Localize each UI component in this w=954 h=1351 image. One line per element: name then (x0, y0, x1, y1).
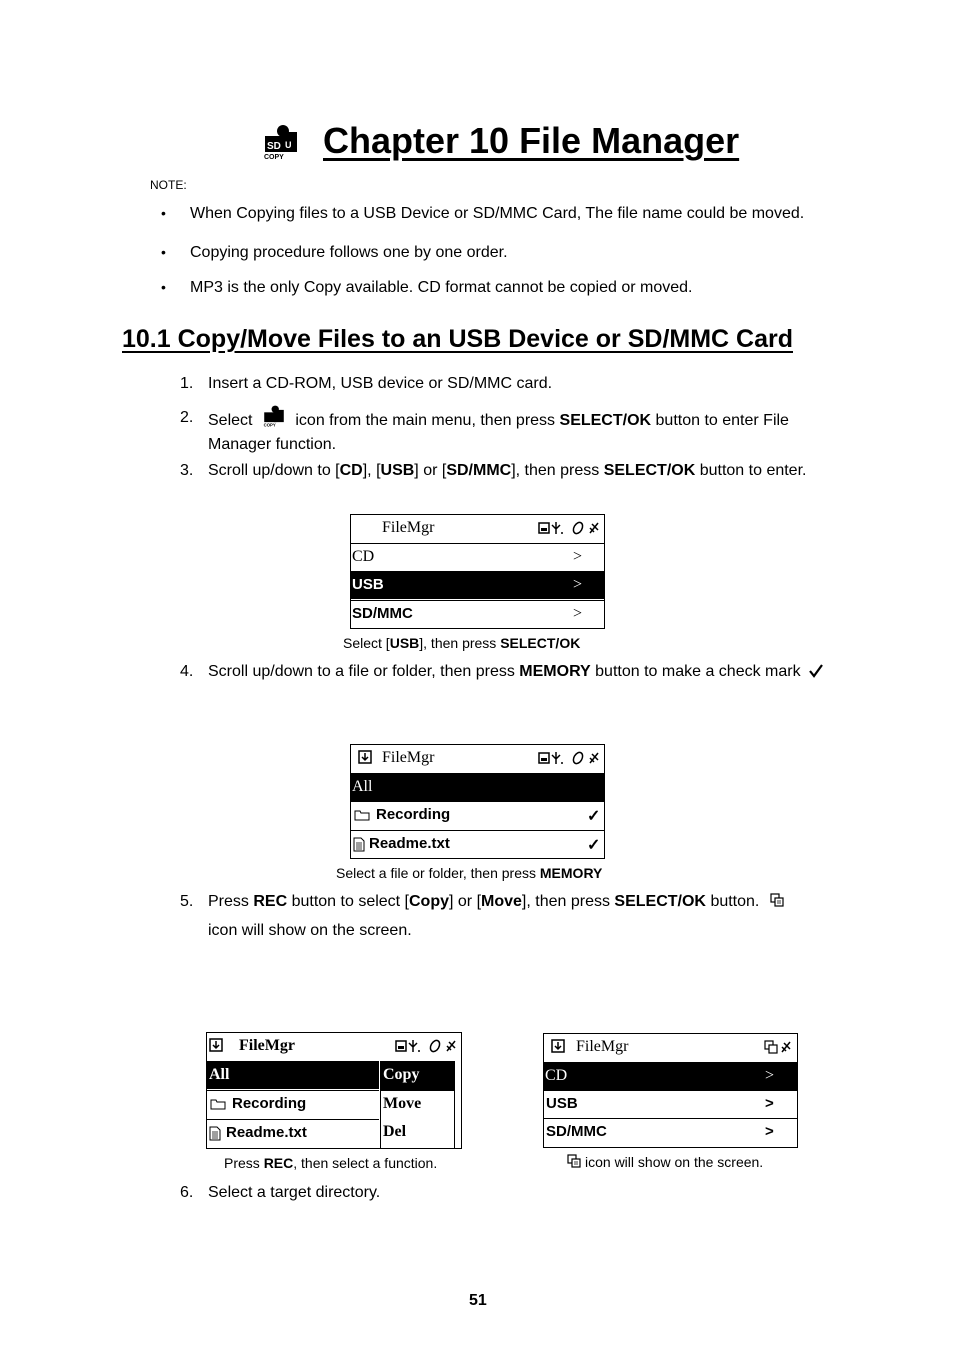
function-menu (380, 1061, 455, 1148)
check-mark-icon: ✓ (587, 808, 601, 825)
copy-label: Copy (409, 893, 449, 910)
check-mark-icon: ✓ (587, 837, 601, 854)
move-label: Move (481, 893, 522, 910)
device-status-icon (538, 520, 602, 536)
select-ok-label: SELECT/OK (614, 893, 706, 910)
screen-header (207, 1033, 461, 1061)
screen-row-sd-mmc[interactable] (351, 600, 604, 628)
screen-row-cd[interactable] (351, 543, 604, 571)
note-bullet-text: MP3 is the only Copy available. CD format cannot be copied or moved. (190, 279, 693, 296)
screen-4-caption (567, 1154, 763, 1170)
screen-title: FileMgr (382, 749, 435, 766)
row-label: SD/MMC (352, 605, 413, 622)
cd-label: CD (339, 462, 363, 479)
step-text-part: ], then press (521, 893, 610, 910)
screen-title: FileMgr (382, 519, 435, 536)
screen-row-all[interactable] (351, 773, 604, 801)
select-ok-label: SELECT/OK (559, 412, 652, 429)
step-text-part: icon will show on the screen. (208, 922, 412, 939)
screen-row-usb[interactable] (351, 571, 604, 599)
step-text-part: button. (710, 893, 760, 910)
step-number: 6. (180, 1184, 194, 1201)
svg-text:COPY: COPY (263, 422, 276, 427)
chevron-right-icon: > (765, 1123, 774, 1140)
page-number: 51 (469, 1292, 487, 1309)
step-number: 2. (180, 409, 194, 426)
file-icon (353, 837, 365, 852)
step-text-part: Scroll up/down to a file or folder, then press (208, 663, 515, 680)
check-mark-icon (809, 664, 823, 678)
screen-header (544, 1034, 797, 1062)
row-label: CD (545, 1067, 568, 1084)
screen-row-recording[interactable] (351, 801, 604, 829)
step-text-part: button to select [ (291, 893, 409, 910)
chevron-right-icon: > (573, 576, 583, 593)
chapter-title: Chapter 10 File Manager (323, 120, 740, 161)
step-text-part: Select (208, 412, 253, 429)
note-bullet: • Copying procedure follows one by one order. (161, 244, 508, 261)
step-text-part: button to enter File Manager function. (208, 412, 789, 453)
select-ok-label: SELECT/OK (603, 462, 696, 479)
device-status-icon (538, 750, 602, 766)
screen-row-cd[interactable] (544, 1062, 797, 1090)
screen-row-readme[interactable] (351, 830, 604, 858)
download-icon (209, 1038, 223, 1052)
step-2 (180, 403, 830, 453)
screen-header (351, 515, 604, 543)
row-label: USB (352, 576, 384, 593)
row-label: SD/MMC (546, 1123, 607, 1140)
note-label: NOTE: (150, 178, 187, 192)
file-icon (209, 1126, 221, 1141)
step-text (208, 456, 828, 485)
step-number: 3. (180, 462, 194, 479)
step-text: Insert a CD-ROM, USB device or SD/MMC card. (208, 375, 553, 392)
step-text-part: ] or [ (414, 462, 447, 479)
menu-item-label: Del (383, 1123, 407, 1140)
status-icons (764, 1039, 796, 1055)
step-4 (180, 657, 830, 717)
folder-icon (354, 809, 370, 821)
row-label: Recording (232, 1095, 307, 1112)
filemgr-screen-1 (350, 514, 605, 629)
caption-text: Select [ (343, 635, 390, 651)
screen-title: FileMgr (576, 1038, 629, 1055)
step-text (208, 657, 828, 686)
svg-text:SD: SD (267, 141, 281, 152)
row-label: Readme.txt (226, 1124, 307, 1141)
download-icon (358, 750, 372, 764)
screen-row-readme[interactable] (207, 1119, 379, 1147)
menu-item-label: Move (383, 1095, 422, 1112)
step-text: Select a target directory. (208, 1184, 381, 1201)
step-text-part: button to make a check mark (595, 663, 801, 680)
filemgr-screen-3 (206, 1032, 462, 1149)
note-bullet: • When Copying files to a USB Device or SD/MMC Card, The file name could be moved. (161, 205, 805, 222)
menu-item-copy[interactable] (381, 1062, 454, 1091)
usb-label: USB (380, 462, 415, 479)
section-title: 10.1 Copy/Move Files to an USB Device or SD/MMC Card (122, 325, 793, 353)
note-bullet-text: When Copying files to a USB Device or SD/MMC Card, The file name could be moved. (190, 205, 805, 222)
filemgr-screen-4 (543, 1033, 798, 1148)
note-bullet-text: Copying procedure follows one by one order. (190, 244, 508, 261)
download-icon (551, 1039, 565, 1053)
step-number: 1. (180, 375, 194, 392)
screen-header (351, 745, 604, 773)
step-text (208, 405, 828, 457)
caption-text: Select a file or folder, then press (336, 865, 536, 881)
status-icons (395, 1038, 459, 1054)
row-label: Readme.txt (369, 835, 450, 852)
device-status-icon (395, 1038, 459, 1054)
step-text-part: Scroll up/down to [ (208, 462, 340, 479)
caption-text: Press (224, 1155, 260, 1171)
caption-bold: SELECT/OK (500, 635, 581, 651)
status-icons (538, 750, 602, 766)
screen-2-caption (336, 865, 602, 881)
screen-title: FileMgr (239, 1037, 295, 1054)
step-number: 4. (180, 663, 194, 680)
sd-mmc-label: SD/MMC (446, 462, 512, 479)
step-text-part: icon from the main menu, then press (295, 412, 556, 429)
caption-text: , then select a function. (293, 1155, 438, 1171)
row-label: Recording (376, 806, 451, 823)
note-bullet: • MP3 is the only Copy available. CD format cannot be copied or moved. (161, 279, 693, 296)
row-label: USB (546, 1095, 578, 1112)
step-text-part: ] or [ (449, 893, 482, 910)
caption-bold: USB (389, 635, 420, 651)
caption-bold: MEMORY (539, 865, 603, 881)
chevron-right-icon: > (573, 548, 583, 565)
screen-3-caption (224, 1155, 437, 1171)
copy-status-icon (764, 1039, 796, 1055)
row-label: All (352, 778, 373, 795)
screen-row-recording[interactable] (207, 1090, 379, 1118)
menu-item-move[interactable] (381, 1091, 454, 1120)
screen-row-usb[interactable] (544, 1090, 797, 1118)
step-text-part: ], [ (362, 462, 381, 479)
menu-item-label: Copy (383, 1066, 420, 1083)
memory-label: MEMORY (519, 663, 591, 680)
folder-icon (210, 1098, 226, 1110)
screen-row-all[interactable] (207, 1061, 379, 1089)
file-manager-icon (263, 405, 285, 427)
sd-usb-copy-icon (263, 124, 299, 160)
step-text (208, 887, 828, 945)
rec-label: REC (253, 893, 288, 910)
row-label: CD (352, 548, 375, 565)
step-number: 5. (180, 893, 194, 910)
menu-item-del[interactable] (381, 1119, 454, 1148)
step-text-part: Press (208, 893, 249, 910)
svg-text:U: U (285, 140, 292, 150)
caption-text: icon will show on the screen. (585, 1154, 764, 1170)
filemgr-screen-2 (350, 744, 605, 859)
step-3 (180, 456, 830, 516)
step-text-part: button to enter. (699, 462, 807, 479)
screen-1-caption (343, 635, 580, 651)
row-label: All (209, 1066, 230, 1083)
copy-icon (770, 893, 784, 907)
step-text-part: ], then press (511, 462, 600, 479)
step-5 (180, 887, 830, 947)
chevron-right-icon: > (573, 605, 583, 622)
chevron-right-icon: > (765, 1067, 775, 1084)
caption-text: ], then press (419, 635, 497, 651)
copy-icon (567, 1154, 581, 1168)
chevron-right-icon: > (765, 1095, 774, 1112)
screen-row-sd-mmc[interactable] (544, 1118, 797, 1146)
caption-bold: REC (263, 1155, 294, 1171)
status-icons (538, 520, 602, 536)
svg-text:COPY: COPY (264, 154, 284, 160)
